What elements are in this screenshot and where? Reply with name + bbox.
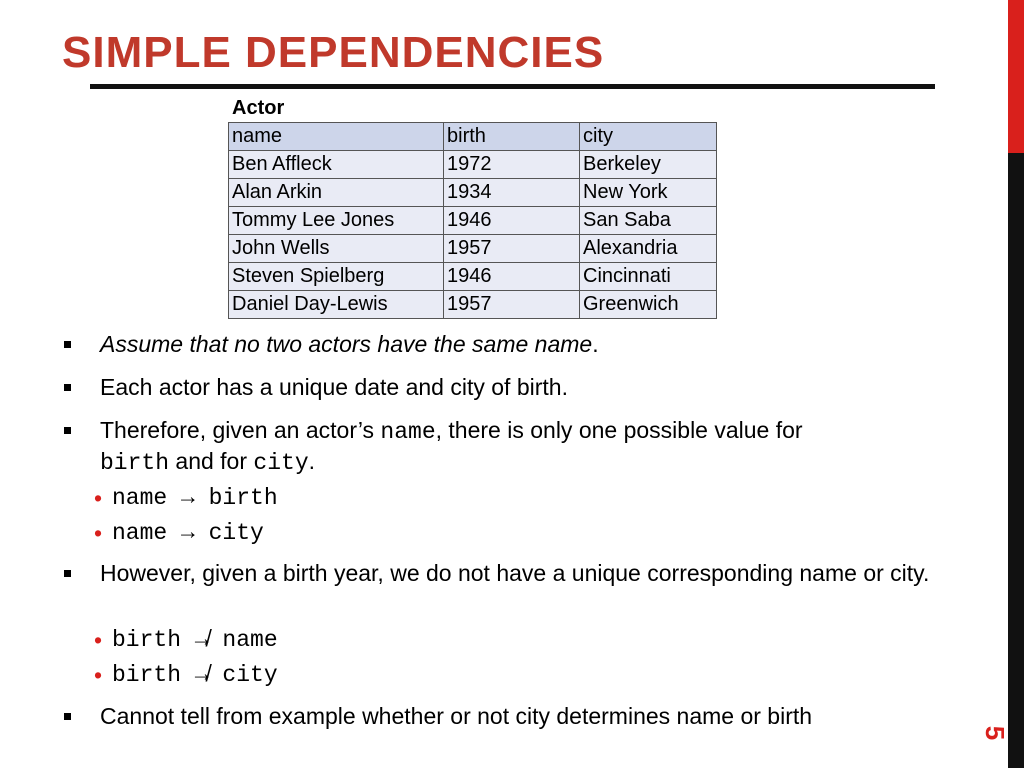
code-name: name xyxy=(380,419,436,445)
bullet-text: However, given a birth year, we do not have a unique corresponding name or city. xyxy=(100,560,930,586)
square-bullet-icon xyxy=(64,341,71,348)
square-bullet-icon xyxy=(64,427,71,434)
cell-name: John Wells xyxy=(229,235,444,263)
dot-bullet-icon: • xyxy=(94,662,103,688)
slide-title: SIMPLE DEPENDENCIES xyxy=(62,28,605,77)
sub-bullet-text: birth ↛ name xyxy=(112,627,278,653)
dot-bullet-icon: • xyxy=(94,627,103,653)
side-bar-accent xyxy=(1008,0,1024,153)
cell-birth: 1972 xyxy=(444,151,580,179)
sub-bullet-name-city xyxy=(94,519,264,548)
bullet-text-end: . xyxy=(308,448,316,474)
cell-name: Tommy Lee Jones xyxy=(229,207,444,235)
cell-name: Alan Arkin xyxy=(229,179,444,207)
bullet-text: Each actor has a unique date and city of birth. xyxy=(100,374,568,400)
cell-city: San Saba xyxy=(580,207,717,235)
dot-bullet-icon: • xyxy=(94,485,103,511)
sub-bullet-name-birth xyxy=(94,484,278,513)
table-row xyxy=(229,179,717,207)
bullet-text: Therefore, given an actor’s xyxy=(100,417,381,443)
cell-name: Daniel Day-Lewis xyxy=(229,291,444,319)
bullet-text-end: . xyxy=(592,331,599,357)
bullet-text-cont2: and for xyxy=(169,448,254,474)
header-name: name xyxy=(229,123,444,151)
bullet-text: Cannot tell from example whether or not city determines name or birth xyxy=(100,703,813,729)
square-bullet-icon xyxy=(64,384,71,391)
code-birth: birth xyxy=(100,450,170,476)
sub-bullet-birth-city xyxy=(94,661,278,690)
bullet-text-cont: , there is only one possible value for xyxy=(435,417,803,443)
bullet-text: Assume that no two actors have the same name xyxy=(100,331,593,357)
cell-birth: 1957 xyxy=(444,235,580,263)
table-row xyxy=(229,291,717,319)
title-underline xyxy=(90,84,935,89)
dot-bullet-icon: • xyxy=(94,520,103,546)
cell-birth: 1957 xyxy=(444,291,580,319)
bullet-unique xyxy=(100,373,950,402)
actor-table xyxy=(228,122,717,319)
table-row xyxy=(229,263,717,291)
bullet-however xyxy=(100,559,950,588)
sub-bullet-text: name → birth xyxy=(112,485,278,511)
table-row xyxy=(229,151,717,179)
cell-name: Steven Spielberg xyxy=(229,263,444,291)
cell-city: Cincinnati xyxy=(580,263,717,291)
sub-bullet-text: birth ↛ city xyxy=(112,662,278,688)
cell-city: Alexandria xyxy=(580,235,717,263)
table-header-row xyxy=(229,123,717,151)
sub-bullet-birth-name xyxy=(94,626,278,655)
cell-city: New York xyxy=(580,179,717,207)
sub-bullet-text: name → city xyxy=(112,520,264,546)
cell-name: Ben Affleck xyxy=(229,151,444,179)
square-bullet-icon xyxy=(64,713,71,720)
header-city: city xyxy=(580,123,717,151)
cell-city: Berkeley xyxy=(580,151,717,179)
cell-birth: 1946 xyxy=(444,207,580,235)
square-bullet-icon xyxy=(64,570,71,577)
cell-birth: 1934 xyxy=(444,179,580,207)
page-number: 5 xyxy=(980,725,1010,741)
bullet-therefore xyxy=(100,416,950,478)
cell-birth: 1946 xyxy=(444,263,580,291)
table-caption: Actor xyxy=(232,97,285,119)
table-row xyxy=(229,235,717,263)
code-city: city xyxy=(253,450,309,476)
bullet-assume xyxy=(100,330,950,359)
table-row xyxy=(229,207,717,235)
cell-city: Greenwich xyxy=(580,291,717,319)
header-birth: birth xyxy=(444,123,580,151)
bullet-cannot-tell xyxy=(100,702,950,731)
